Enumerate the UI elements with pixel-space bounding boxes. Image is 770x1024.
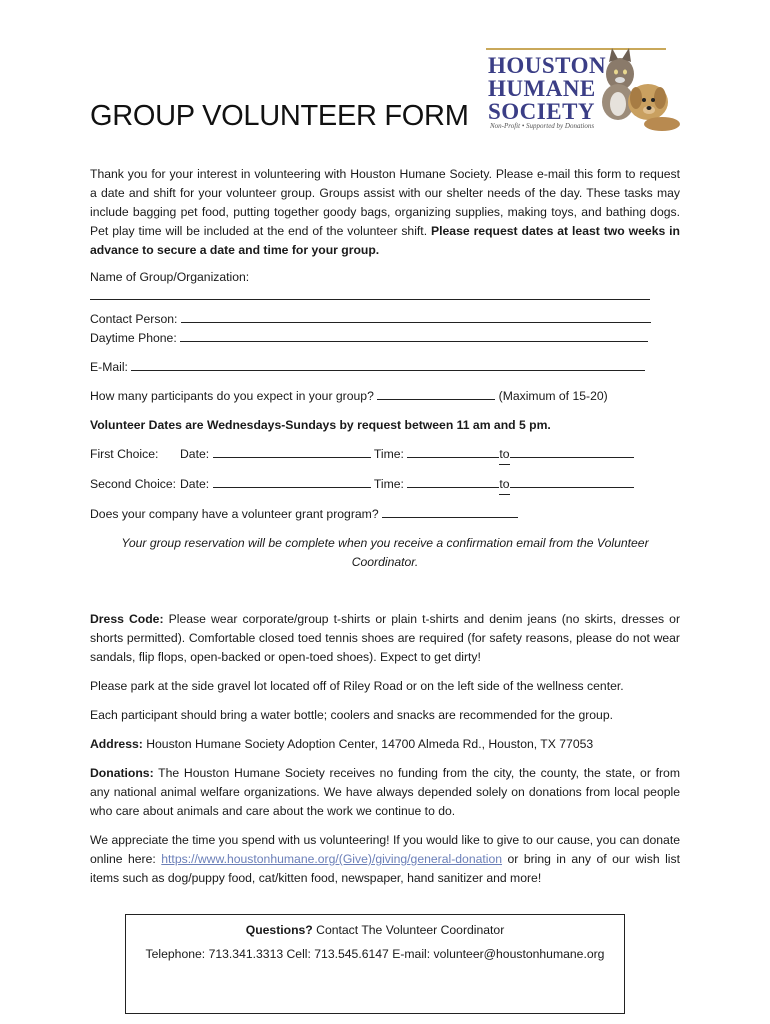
grant-program-blank[interactable] [382,505,518,518]
first-choice-date-blank[interactable] [213,445,371,458]
appreciate-text-start: We appreciate the time you spend with us volunteering! If you would like to give to our cause, you can donate online here: [90,833,680,866]
cat-and-dog-icon [582,44,682,132]
appreciate-text-end: or bring in any of our wish list items such as dog/puppy food, cat/kitten food, newspaper, hand sanitizer and more! [90,852,680,885]
first-choice-time-end-blank[interactable] [510,445,634,458]
intro-advance-notice: Please request dates at least two weeks in advance to secure a date and time for your group. [90,224,681,257]
logo-line-houston: HOUSTON [488,53,607,78]
donations-text: The Houston Humane Society receives no funding from the city, the county, the state, or from any national animal welfare organizations. We have always depended solely on donations from local people who care about animals and care about the work we continue to do. [90,766,680,818]
address-paragraph [90,735,680,754]
intro-text: Thank you for your interest in volunteering with Houston Humane Society. Please e-mail this form to request a date and shift for your volunteer group. Groups assist with our shelter needs of the day. These tasks may include bagging pet food, putting together goody bags, organizing supplies, making toys, and bathing dogs. Pet play time will be included at the end of the volunteer shift. [90,167,680,238]
second-choice-date-blank[interactable] [213,475,371,488]
participants-blank[interactable] [377,387,495,400]
first-choice-time-start-blank[interactable] [407,445,499,458]
page-title: GROUP VOLUNTEER FORM [90,100,469,132]
first-choice-label: First Choice: [90,447,159,461]
group-name-blank[interactable] [90,287,650,300]
contact-box [125,914,625,1014]
houston-humane-society-logo [486,44,682,132]
donation-link[interactable]: https://www.houstonhumane.org/(Give)/giving/general-donation [161,852,503,866]
contact-person-blank[interactable] [181,310,651,323]
dress-code-label: Dress Code: [90,612,164,626]
first-choice-date-label: Date: [180,447,210,461]
parking-paragraph: Please park at the side gravel lot located off of Riley Road or on the left side of the wellness center. [90,679,624,693]
logo-tagline: Non-Profit • Supported by Donations [490,122,595,130]
volunteer-dates-heading: Volunteer Dates are Wednesdays-Sundays by request between 11 am and 5 pm. [90,418,551,432]
participants-field[interactable] [90,387,680,406]
logo-line-humane: HUMANE [488,76,596,101]
address-label: Address: [90,737,143,751]
email-field[interactable] [90,358,680,377]
grant-program-field[interactable] [90,505,680,524]
group-name-field[interactable] [90,268,680,300]
first-choice-time-label: Time: [373,447,404,461]
dress-code-text: Please wear corporate/group t-shirts or plain t-shirts and denim jeans (no skirts, dresses or shorts permitted). Comfortable closed toed tennis shoes are required (for safety reasons, please do not wear sandals, flip flops, open-backed or open-toed shoes). Expect to get dirty! [90,612,681,664]
first-choice-to-label: to [499,445,509,465]
questions-bold: Questions? [245,923,313,937]
group-name-label: Name of Group/Organization: [90,270,250,284]
appreciate-paragraph [90,831,680,888]
participants-note: (Maximum of 15-20) [498,389,608,403]
logo-line-society: SOCIETY [488,99,596,124]
questions-text: Contact The Volunteer Coordinator [312,923,505,937]
donations-paragraph [90,764,680,821]
second-choice-to-label: to [499,475,509,495]
grant-program-label: Does your company have a volunteer grant program? [90,507,379,521]
donations-label: Donations: [90,766,154,780]
daytime-phone-blank[interactable] [180,329,648,342]
second-choice-time-start-blank[interactable] [407,475,499,488]
water-paragraph: Each participant should bring a water bottle; coolers and snacks are recommended for the group. [90,708,614,722]
daytime-phone-label: Daytime Phone: [90,331,177,345]
dress-code-paragraph [90,610,680,667]
form-body [90,165,680,898]
daytime-phone-field[interactable] [90,329,680,348]
second-choice-label: Second Choice: [90,477,177,491]
participants-label: How many participants do you expect in your group? [90,389,374,403]
first-choice-row [90,445,680,465]
contact-details: Telephone: 713.341.3313 Cell: 713.545.6147 E-mail: volunteer@houstonhumane.org [145,947,605,961]
second-choice-time-end-blank[interactable] [510,475,634,488]
email-label: E-Mail: [90,360,128,374]
address-text: Houston Humane Society Adoption Center, 14700 Almeda Rd., Houston, TX 77053 [142,737,594,751]
second-choice-row [90,475,680,495]
confirmation-note: Your group reservation will be complete when you receive a confirmation email from the Volunteer Coordinator. [121,536,649,569]
second-choice-date-label: Date: [180,477,210,491]
second-choice-time-label: Time: [373,477,404,491]
intro-paragraph [90,165,680,260]
contact-person-field[interactable] [90,310,680,329]
questions-line [126,923,624,937]
contact-person-label: Contact Person: [90,312,178,326]
email-blank[interactable] [131,358,645,371]
